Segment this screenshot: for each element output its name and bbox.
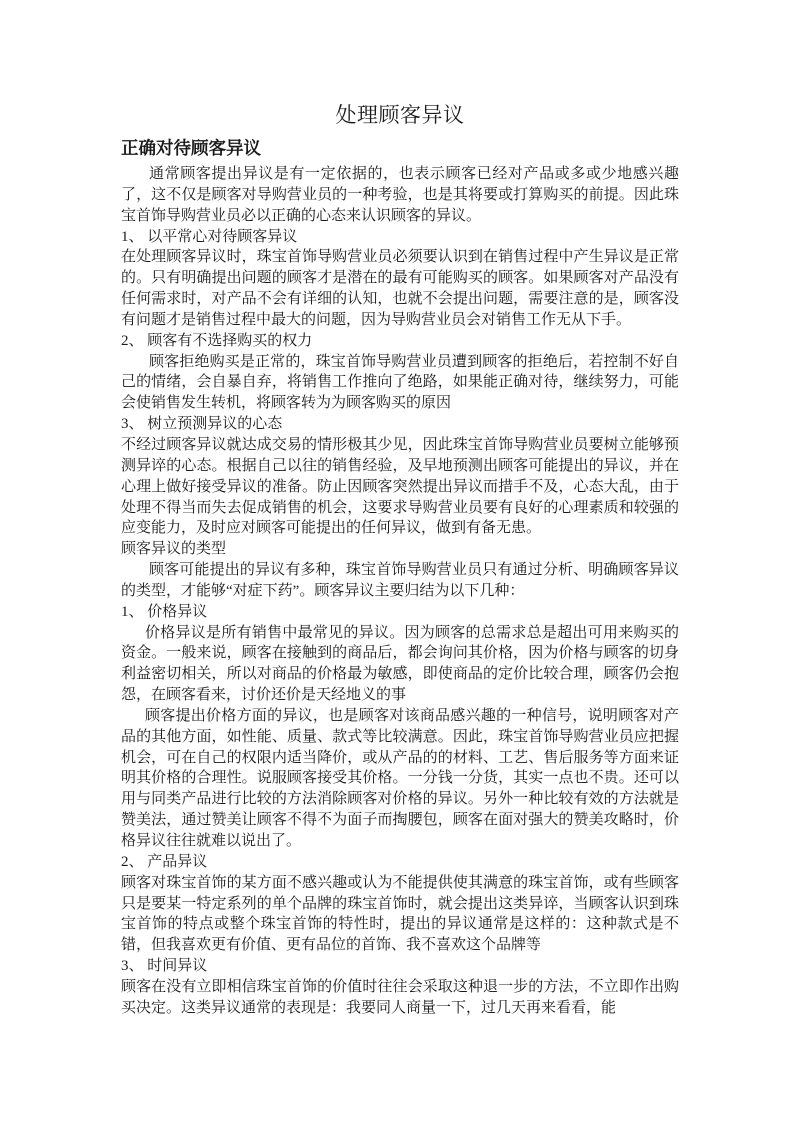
item-1-calm-attitude: 1、 以平常心对待顾客异议 bbox=[121, 228, 298, 245]
item-3-time-objection: 3、 时间异议 bbox=[121, 958, 208, 975]
heading-correct-attitude: 正确对待顾客异议 bbox=[121, 138, 261, 158]
para-objection-types-intro: 顾客可能提出的异议有多种，珠宝首饰导购营业员只有通过分析、明确顾客异议的类型，才能够“对症下药”。顾客异议主要归结为以下几种： bbox=[121, 562, 679, 599]
document-body bbox=[121, 164, 679, 1019]
para-calm-attitude: 在处理顾客异议时，珠宝首饰导购营业员必须要认识到在销售过程中产生异议是正常的。只有明确提出问题的顾客才是潜在的最有可能购买的顾客。如果顾客对产品没有任何需求时，对产品不会有详细的认知，也就不会提出问题，需要注意的是，顾客没有问题才是销售过程中最大的问题，因为导购营业员会对销售工作无从下手。 bbox=[121, 249, 679, 328]
para-product-objection: 顾客对珠宝首饰的某方面不感兴趣或认为不能提供使其满意的珠宝首饰，或有些顾客只是要某一特定系列的单个品牌的珠宝首饰时，就会提出这类异谇，当顾客认识到珠宝首饰的特点或整个珠宝首饰的特性时，提出的异议通常是这样的：这种款式是不错，但我喜欢更有价值、更有品位的首饰、我不喜欢这个品牌等 bbox=[121, 874, 679, 954]
section-correct-attitude bbox=[121, 164, 679, 539]
para-intro: 通常顾客提出异议是有一定依据的，也表示顾客已经对产品或多或少地感兴趣了，这不仅是顾客对导购营业员的一种考验，也是其将要或打算购买的前提。因此珠宝首饰导购营业员必以正确的心态来认识顾客的异议。 bbox=[121, 166, 679, 224]
para-time-objection: 顾客在没有立即相信珠宝首饰的价值时往往会采取这种退一步的方法，不立即作出购买决定。这类异议通常的表现是：我要同人商量一下，过几天再来看看，能 bbox=[121, 978, 679, 1016]
item-2-product-objection: 2、 产品异议 bbox=[121, 853, 208, 870]
para-price-objection-2: 顾客提出价格方面的异议，也是顾客对该商品感兴趣的一种信号，说明顾客对产品的其他方面，如性能、质量、款式等比较满意。因此，珠宝首饰导购营业员应把握机会，可在自己的权限内适当降价，或从产品的的材料、工艺、售后服务等方面来证明其价格的合理性。说服顾客接受其价格。一分钱一分货，其实一点也不贵。还可以用与同类产品进行比较的方法消除顾客对价格的异议。另外一种比较有效的方法就是赞美法，通过赞美让顾客不得不为面子而掏腰包，顾客在面对强大的赞美攻略时，价格异议往往就难以说出了。 bbox=[121, 707, 679, 849]
para-price-objection-1: 价格异议是所有销售中最常见的异议。因为顾客的总需求总是超出可用来购买的资金。一般来说，顾客在接触到的商品后，都会询问其价格，因为价格与顾客的切身利益密切相关，所以对商品的价格最为敏感，即使商品的定价比较合理，顾客仍会抱怨，在顾客看来，讨价还价是天经地义的事 bbox=[121, 624, 679, 704]
para-right-not-to-buy: 顾客拒绝购买是正常的，珠宝首饰导购营业员遭到顾客的拒绝后，若控制不好自己的情绪，会自暴自弃，将销售工作推向了绝路，如果能正确对待，继续努力，可能会使销售发生转机，将顾客转为为顾客购买的原因 bbox=[121, 353, 679, 412]
section-objection-types bbox=[121, 539, 679, 1018]
document-title: 处理顾客异议 bbox=[335, 103, 465, 127]
item-2-right-not-to-buy: 2、 顾客有不选择购买的权力 bbox=[121, 332, 313, 349]
para-predict-objections: 不经过顾客异议就达成交易的情形极其少见，因此珠宝首饰导购营业员要树立能够预测异谇的心态。根据自己以往的销售经验，及早地预测出顾客可能提出的异议，并在心理上做好接受异议的准备。防止因顾客突然提出异议而措手不及，心态大乱，由于处理不得当而失去促成销售的机会，这要求导购营业员要有良好的心理素质和较强的应变能力，及时应对顾客可能提出的任何异议，做到有备无患。 bbox=[121, 436, 679, 537]
heading-objection-types: 顾客异议的类型 bbox=[121, 541, 227, 558]
item-1-price-objection: 1、 价格异议 bbox=[121, 603, 208, 620]
item-3-predict-objections: 3、 树立预测异议的心态 bbox=[121, 416, 283, 433]
